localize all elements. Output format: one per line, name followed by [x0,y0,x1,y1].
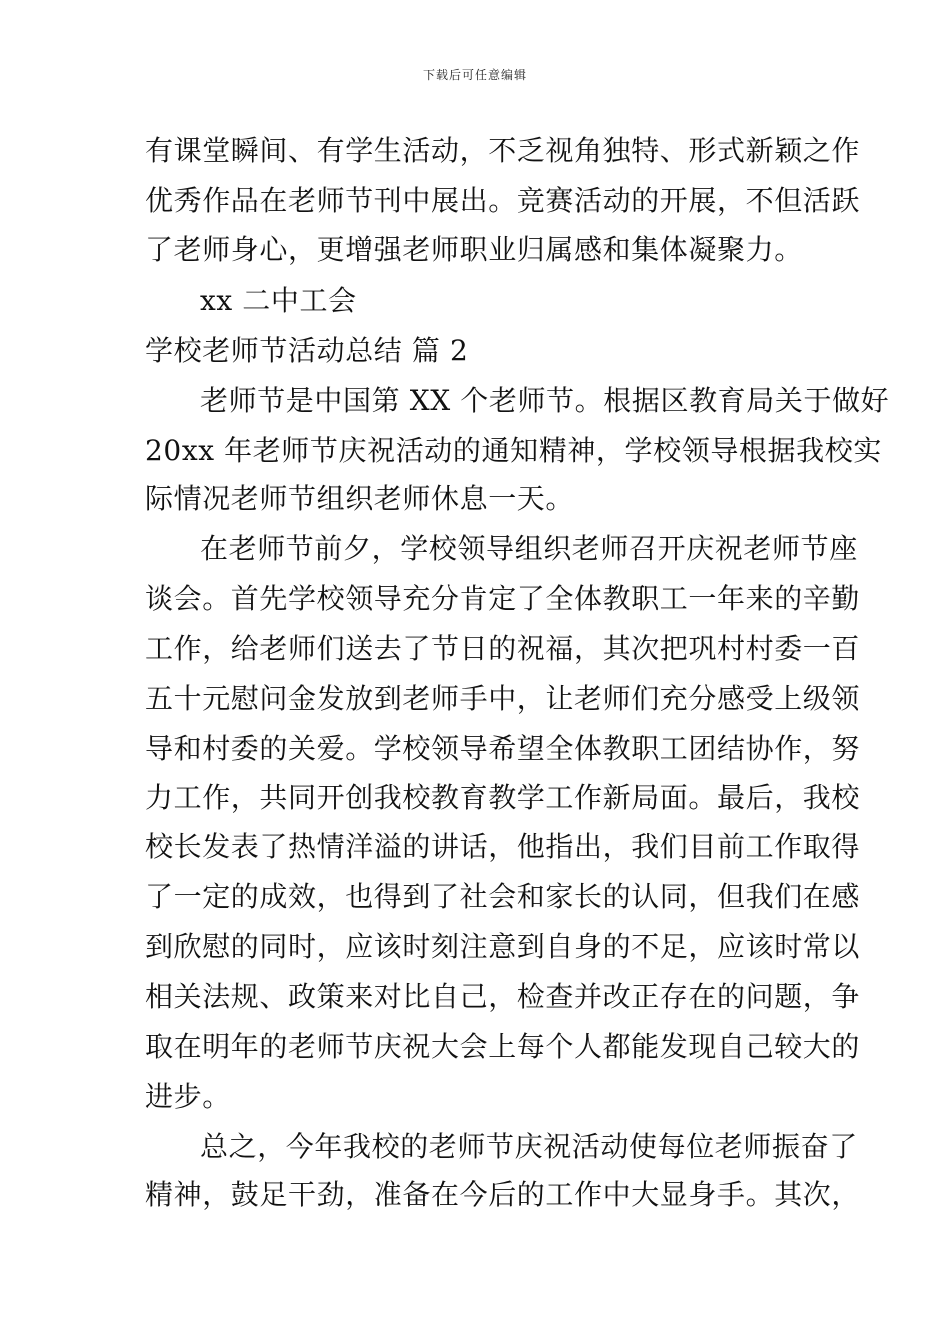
body-line: 谈会。首先学校领导充分肯定了全体教职工一年来的辛勤 [145,582,861,615]
body-line: 老师节是中国第 XX 个老师节。根据区教育局关于做好 [200,384,890,417]
body-line: 到欣慰的同时，应该时刻注意到自身的不足，应该时常以 [145,930,861,963]
section-title: 学校老师节活动总结 篇 2 [145,334,469,367]
body-line: 有课堂瞬间、有学生活动，不乏视角独特、形式新颖之作 [145,134,861,167]
body-line: 取在明年的老师节庆祝大会上每个人都能发现自己较大的 [145,1030,861,1063]
body-line: 了一定的成效，也得到了社会和家长的认同，但我们在感 [145,880,861,913]
body-line: 精神，鼓足干劲，准备在今后的工作中大显身手。其次， [145,1178,861,1211]
body-line: 20xx 年老师节庆祝活动的通知精神，学校领导根据我校实 [145,434,882,467]
body-line: 五十元慰问金发放到老师手中，让老师们充分感受上级领 [145,682,861,715]
body-line: 了老师身心，更增强老师职业归属感和集体凝聚力。 [145,233,803,266]
header-note: 下载后可任意编辑 [422,68,527,82]
body-line: 际情况老师节组织老师休息一天。 [145,482,575,515]
body-line: 总之，今年我校的老师节庆祝活动使每位老师振奋了 [200,1130,858,1163]
body-line: 工作，给老师们送去了节日的祝福，其次把巩村村委一百 [145,632,861,665]
body-line: 导和村委的关爱。学校领导希望全体教职工团结协作，努 [145,732,861,765]
body-line: 在老师节前夕，学校领导组织老师召开庆祝老师节座 [200,532,858,565]
body-line: 进步。 [145,1080,231,1113]
body-line: 力工作，共同开创我校教育教学工作新局面。最后，我校 [145,781,861,814]
body-line: 校长发表了热情洋溢的讲话，他指出，我们目前工作取得 [145,830,861,863]
signature-line: xx 二中工会 [200,284,357,317]
body-line: 相关法规、政策来对比自己，检查并改正存在的问题，争 [145,980,861,1013]
body-line: 优秀作品在老师节刊中展出。竞赛活动的开展，不但活跃 [145,184,861,217]
